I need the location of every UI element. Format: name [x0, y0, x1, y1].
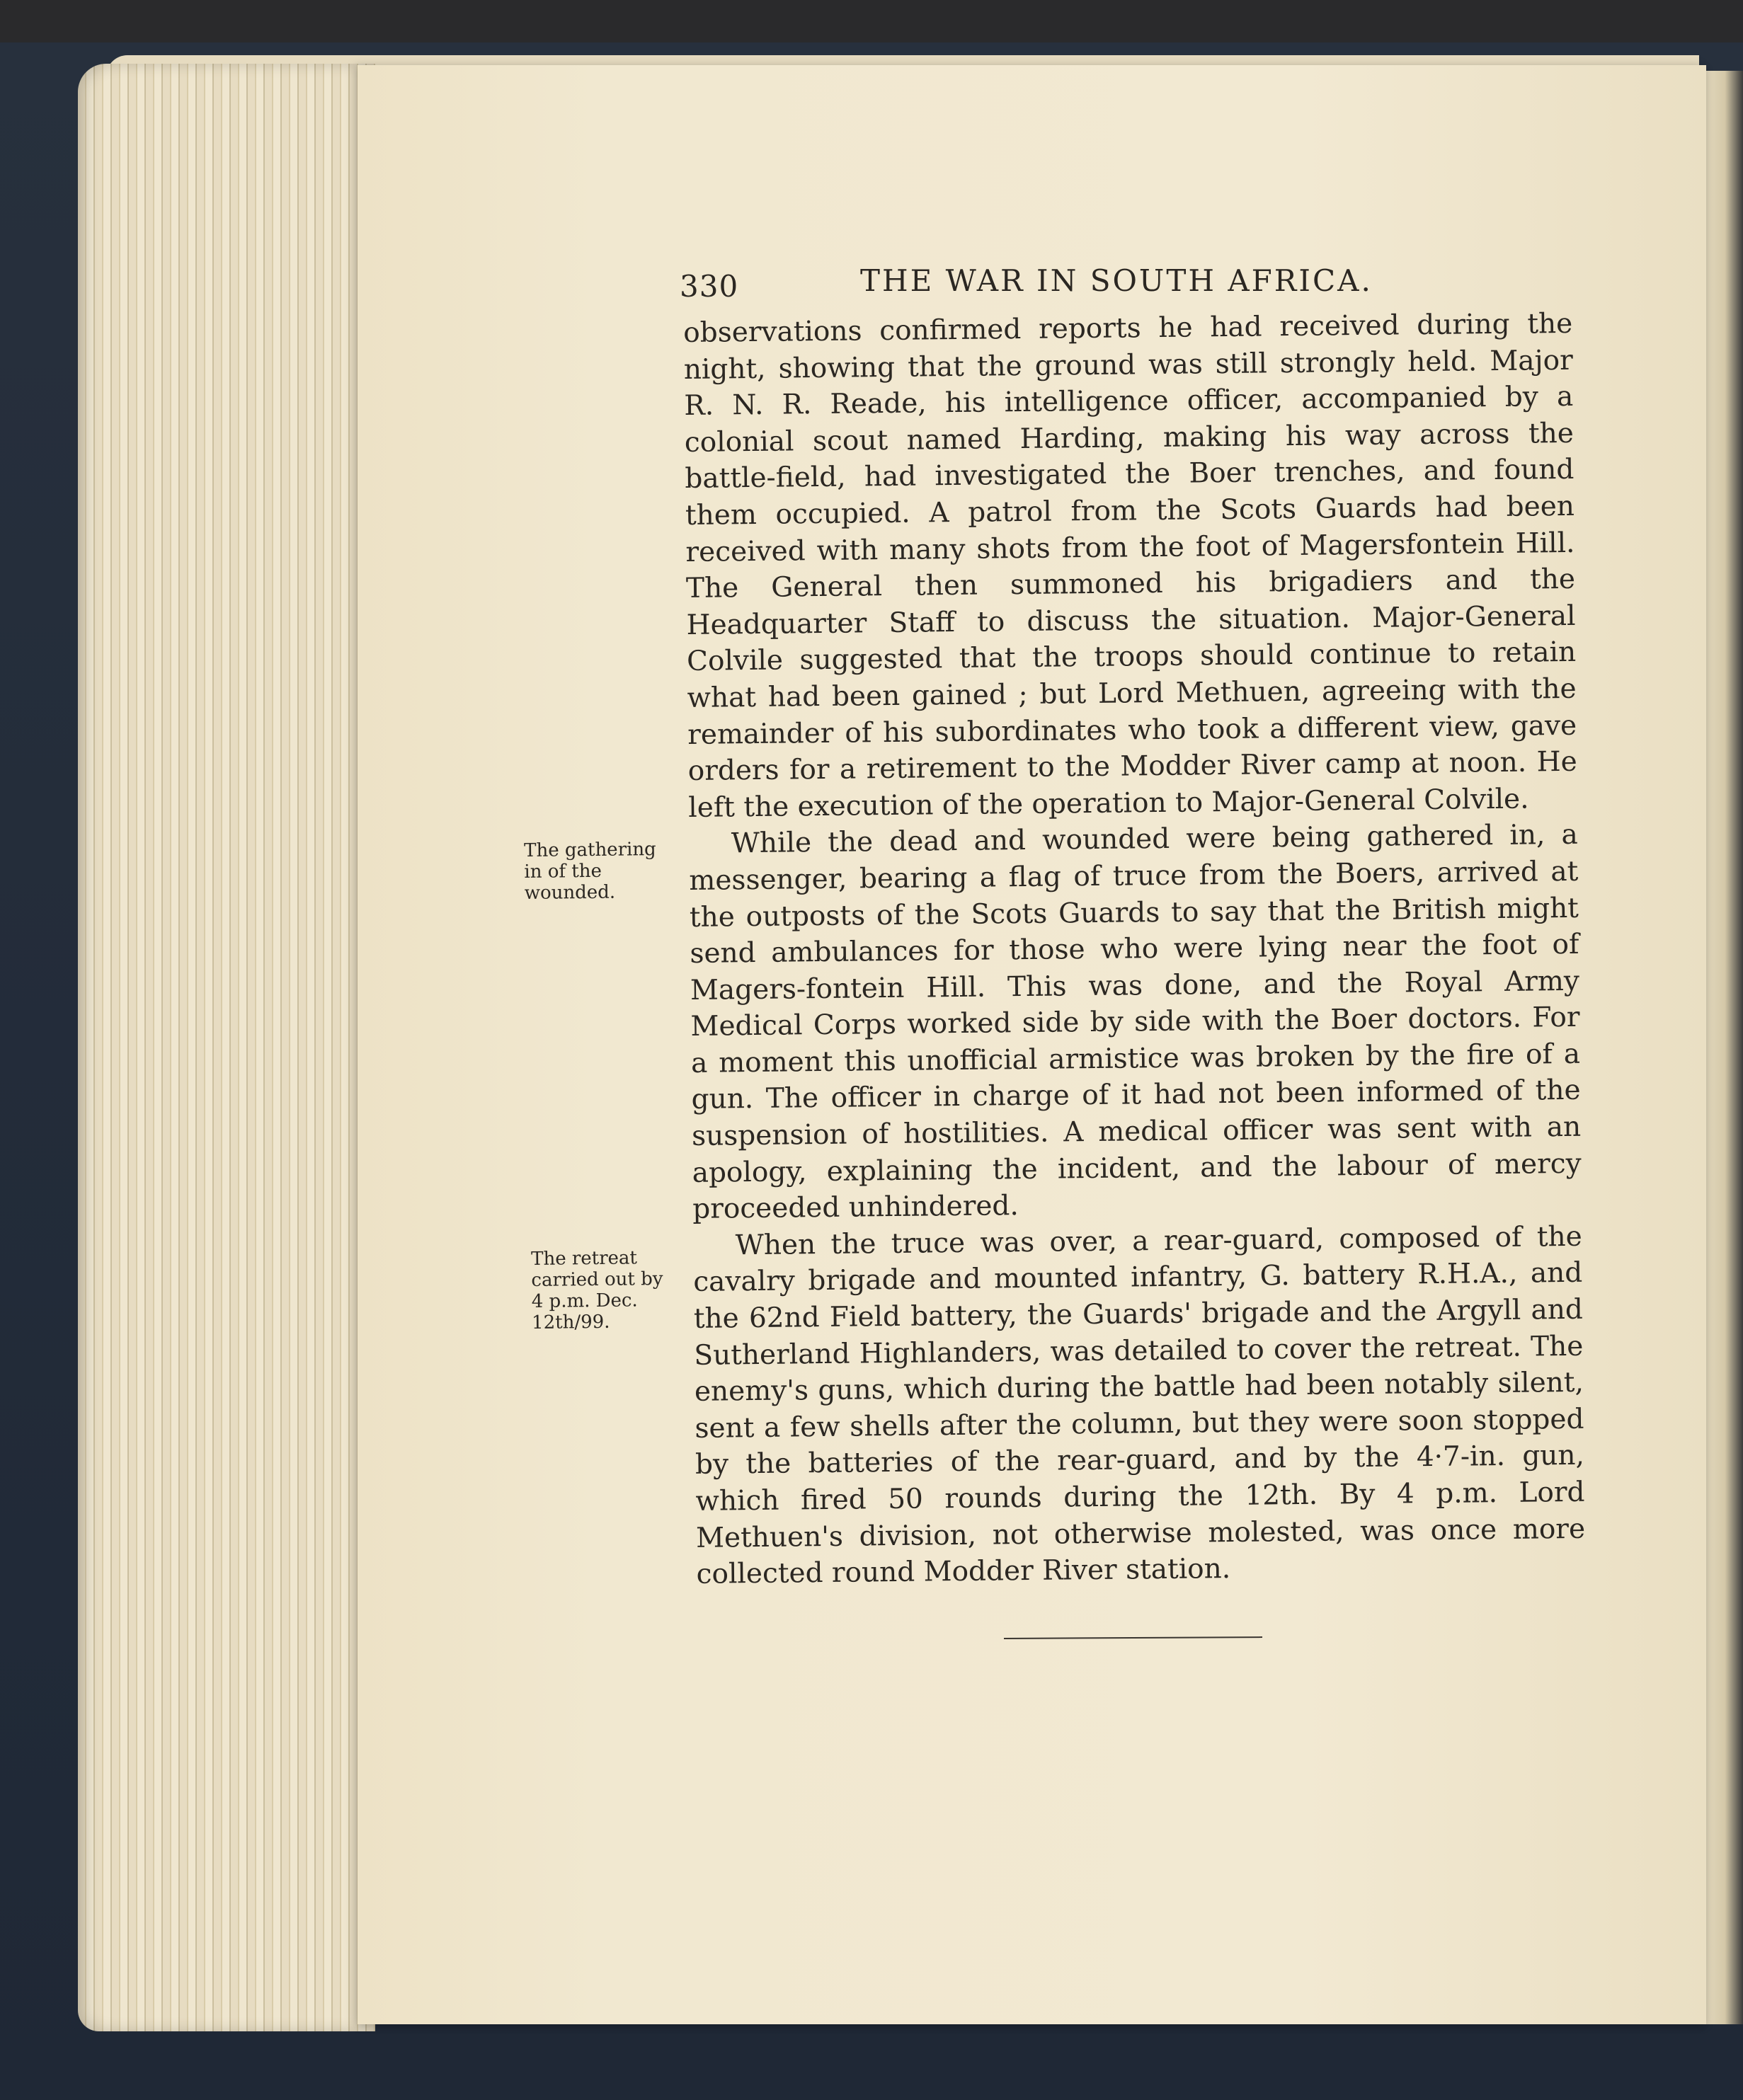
- sidenote-retreat: The retreat carried out by 4 p.m. Dec. 12th/99.: [531, 1247, 663, 1333]
- paragraph-retreat: When the truce was over, a rear-guard, composed of the cavalry brigade and mounted infantry, G. battery R.H.A., and the 62nd Field battery, the Guards' brigade and the Argyll and Sutherland Highlanders, was detailed to cover the retreat. The enemy's guns, which during the battle had been notably silent, sent a few shells after the column, but they were soon stopped by the batteries of the rear-guard, and by the 4·7-in. gun, which fired 50 rounds during the 12th. By 4 p.m. Lord Methuen's division, not otherwise molested, was once more collected round Modder River station.: [693, 1220, 1586, 1591]
- page-header: [680, 263, 1388, 306]
- page-number: 330: [680, 269, 739, 304]
- body-text: [683, 306, 1586, 1593]
- sidenote-gathering-wounded: The gathering in of the wounded.: [524, 839, 656, 904]
- paragraph-observations: observations confirmed reports he had received during the night, showing that the ground was still strongly held. Major R. N. R. Reade, his intelligence officer, accompanied by a colonial scout named Harding, making his way across the battle-field, had investigated the Boer trenches, and found them occupied. A patrol from the Scots Guards had been received with many shots from the foot of Magersfontein Hill. The General then summoned his brigadiers and the Headquarter Staff to discuss the situation. Major-General Colvile suggested that the troops should continue to retain what had been gained ; but Lord Methuen, agreeing with the remainder of his subordinates who took a different view, gave orders for a retirement to the Modder River camp at noon. He left the execution of the operation to Major-General Colvile.: [683, 307, 1577, 824]
- paragraph-gathering-wounded: While the dead and wounded were being gathered in, a messenger, bearing a flag of truce from the Boers, arrived at the outposts of the Scots Guards to say that the British might send ambulances for those who were lying near the foot of Magers-fontein Hill. This was done, and the Royal Army Medical Corps worked side by side with the Boer doctors. For a moment this unofficial armistice was broken by the fire of a gun. The officer in charge of it had not been informed of the suspension of hostilities. A medical officer was sent with an apology, explaining the incident, and the labour of mercy proceeded unhindered.: [689, 819, 1582, 1226]
- running-head: THE WAR IN SOUTH AFRICA.: [860, 263, 1373, 298]
- page-block-edge: [78, 64, 375, 2031]
